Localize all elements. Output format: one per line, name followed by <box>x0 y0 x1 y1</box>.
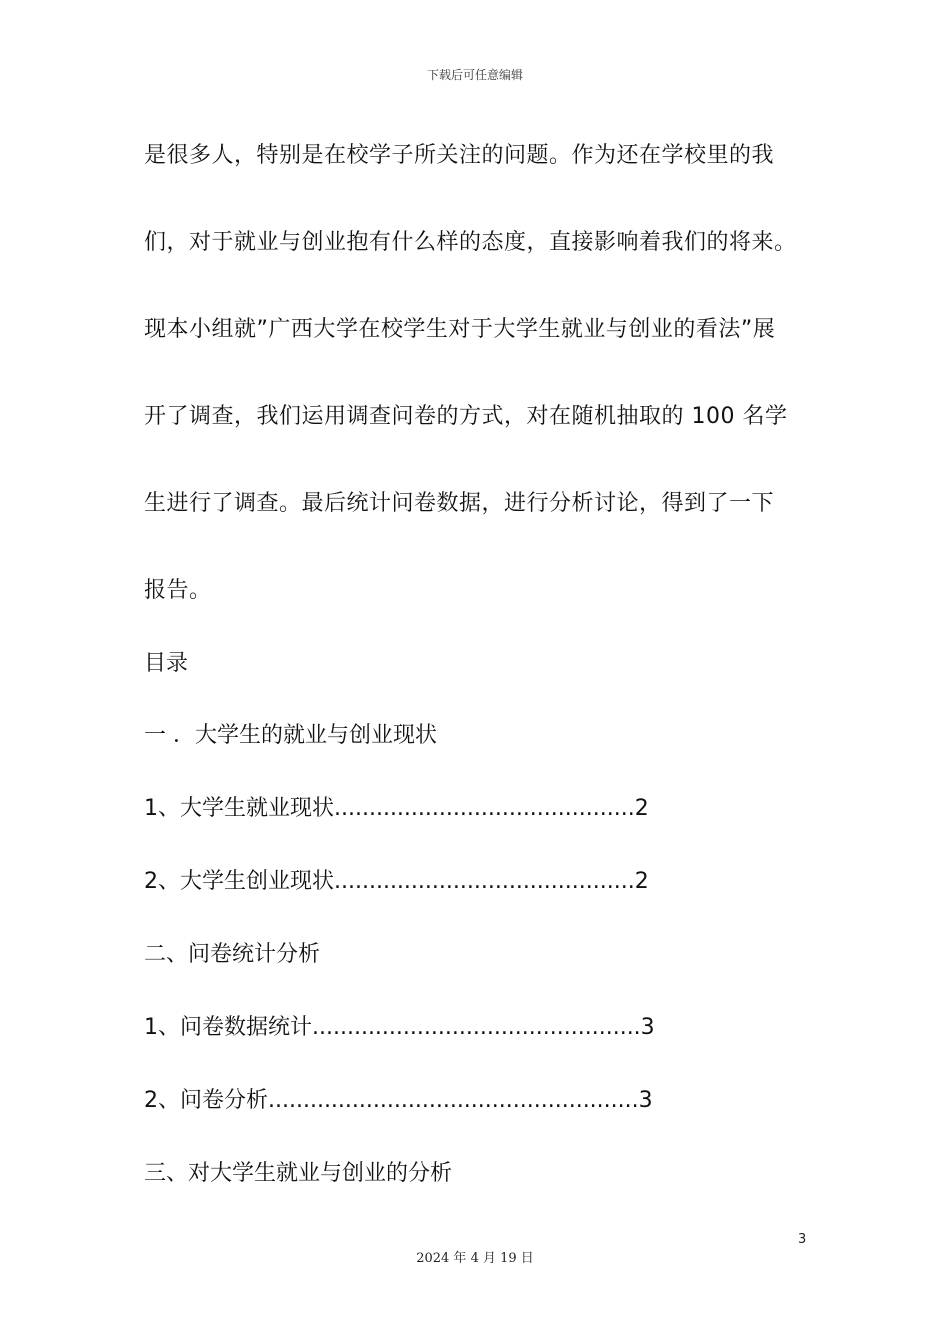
paragraph-line: 报告。 <box>144 578 212 603</box>
toc-title: 目录 <box>144 651 189 676</box>
paragraph-line: 生进行了调查。最后统计问卷数据，进行分析讨论，得到了一下 <box>144 491 775 516</box>
toc-item: 三、对大学生就业与创业的分析 <box>144 1161 453 1186</box>
footer-date: 2024 年 4 月 19 日 <box>416 1251 534 1266</box>
toc-item: 2、问卷分析.....................................................3 <box>144 1088 653 1113</box>
paragraph-line: 现本小组就”广西大学在校学生对于大学生就业与创业的看法”展 <box>144 317 776 342</box>
toc-item: 一 ．大学生的就业与创业现状 <box>144 723 437 748</box>
paragraph-line: 开了调查，我们运用调查问卷的方式，对在随机抽取的 100 名学 <box>144 404 788 429</box>
toc-item: 二、问卷统计分析 <box>144 942 321 967</box>
page-header: 下载后可任意编辑 <box>426 68 523 82</box>
toc-item: 1、大学生就业现状...........................................2 <box>144 796 649 821</box>
toc-item: 1、问卷数据统计...............................................3 <box>144 1015 655 1040</box>
page-number: 3 <box>798 1232 807 1247</box>
toc-item: 2、大学生创业现状...........................................2 <box>144 869 649 894</box>
paragraph-line: 是很多人，特别是在校学子所关注的问题。作为还在学校里的我 <box>144 143 775 168</box>
paragraph-line: 们，对于就业与创业抱有什么样的态度，直接影响着我们的将来。 <box>144 230 797 255</box>
